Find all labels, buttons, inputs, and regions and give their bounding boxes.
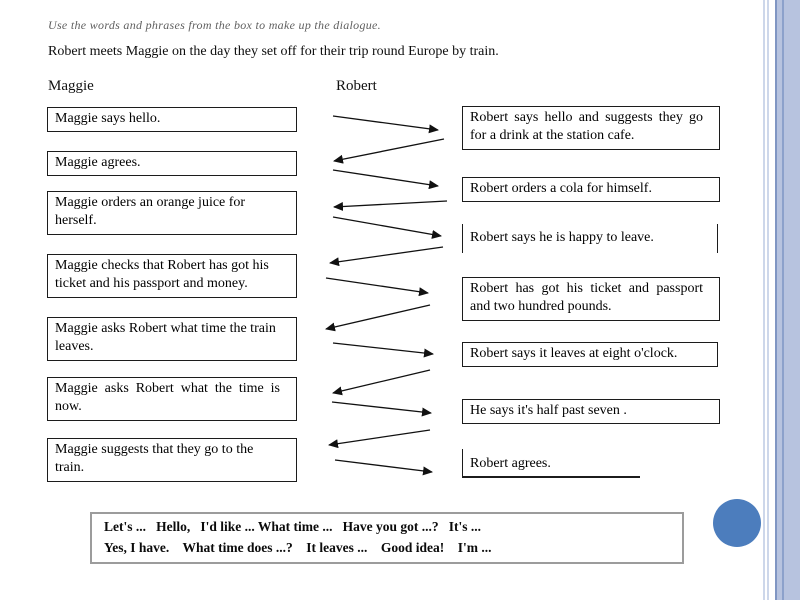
arrow-6 [330,247,443,263]
arrow-7 [326,278,428,293]
maggie-box-2: Maggie agrees. [47,151,297,176]
arrow-12 [329,430,430,445]
column-header-maggie: Maggie [48,78,94,94]
right-border-band [775,0,800,600]
arrow-2 [334,139,444,161]
robert-box-5: Robert says it leaves at eight o'clock. [462,342,718,367]
robert-box-1: Robert says hello and suggests they go for a drink at the station cafe. [462,106,720,150]
maggie-box-6: Maggie asks Robert what the time is now. [47,377,297,421]
arrow-11 [332,402,431,413]
right-border-stripe-2 [767,0,769,600]
arrow-5 [333,217,441,236]
arrow-8 [326,305,430,329]
word-bank-line-2: Yes, I have. What time does ...? It leaves ... Good idea! I'm ... [104,540,492,555]
maggie-box-4: Maggie checks that Robert has got his ticket and his passport and money. [47,254,297,298]
maggie-box-3: Maggie orders an orange juice for herself. [47,191,297,235]
robert-box-7: Robert agrees. [462,449,640,478]
robert-box-4: Robert has got his ticket and passport and two hundred pounds. [462,277,720,321]
word-bank-line-1: Let's ... Hello, I'd like ... What time ... Have you got ...? It's ... [104,519,481,534]
right-border-stripe-1 [763,0,765,600]
accent-circle [713,499,761,547]
intro-text: Robert meets Maggie on the day they set off for their trip round Europe by train. [48,44,499,59]
maggie-box-7: Maggie suggests that they go to the train. [47,438,297,482]
arrow-4 [334,201,447,207]
arrow-3 [333,170,438,186]
column-header-robert: Robert [336,78,377,94]
arrow-10 [333,370,430,393]
robert-box-3: Robert says he is happy to leave. [462,224,718,253]
arrow-1 [333,116,438,130]
arrow-13 [335,460,432,472]
maggie-box-1: Maggie says hello. [47,107,297,132]
word-bank [90,512,684,564]
robert-box-2: Robert orders a cola for himself. [462,177,720,202]
instruction-text: Use the words and phrases from the box to make up the dialogue. [48,18,381,32]
arrow-9 [333,343,433,354]
maggie-box-5: Maggie asks Robert what time the train leaves. [47,317,297,361]
robert-box-6: He says it's half past seven . [462,399,720,424]
